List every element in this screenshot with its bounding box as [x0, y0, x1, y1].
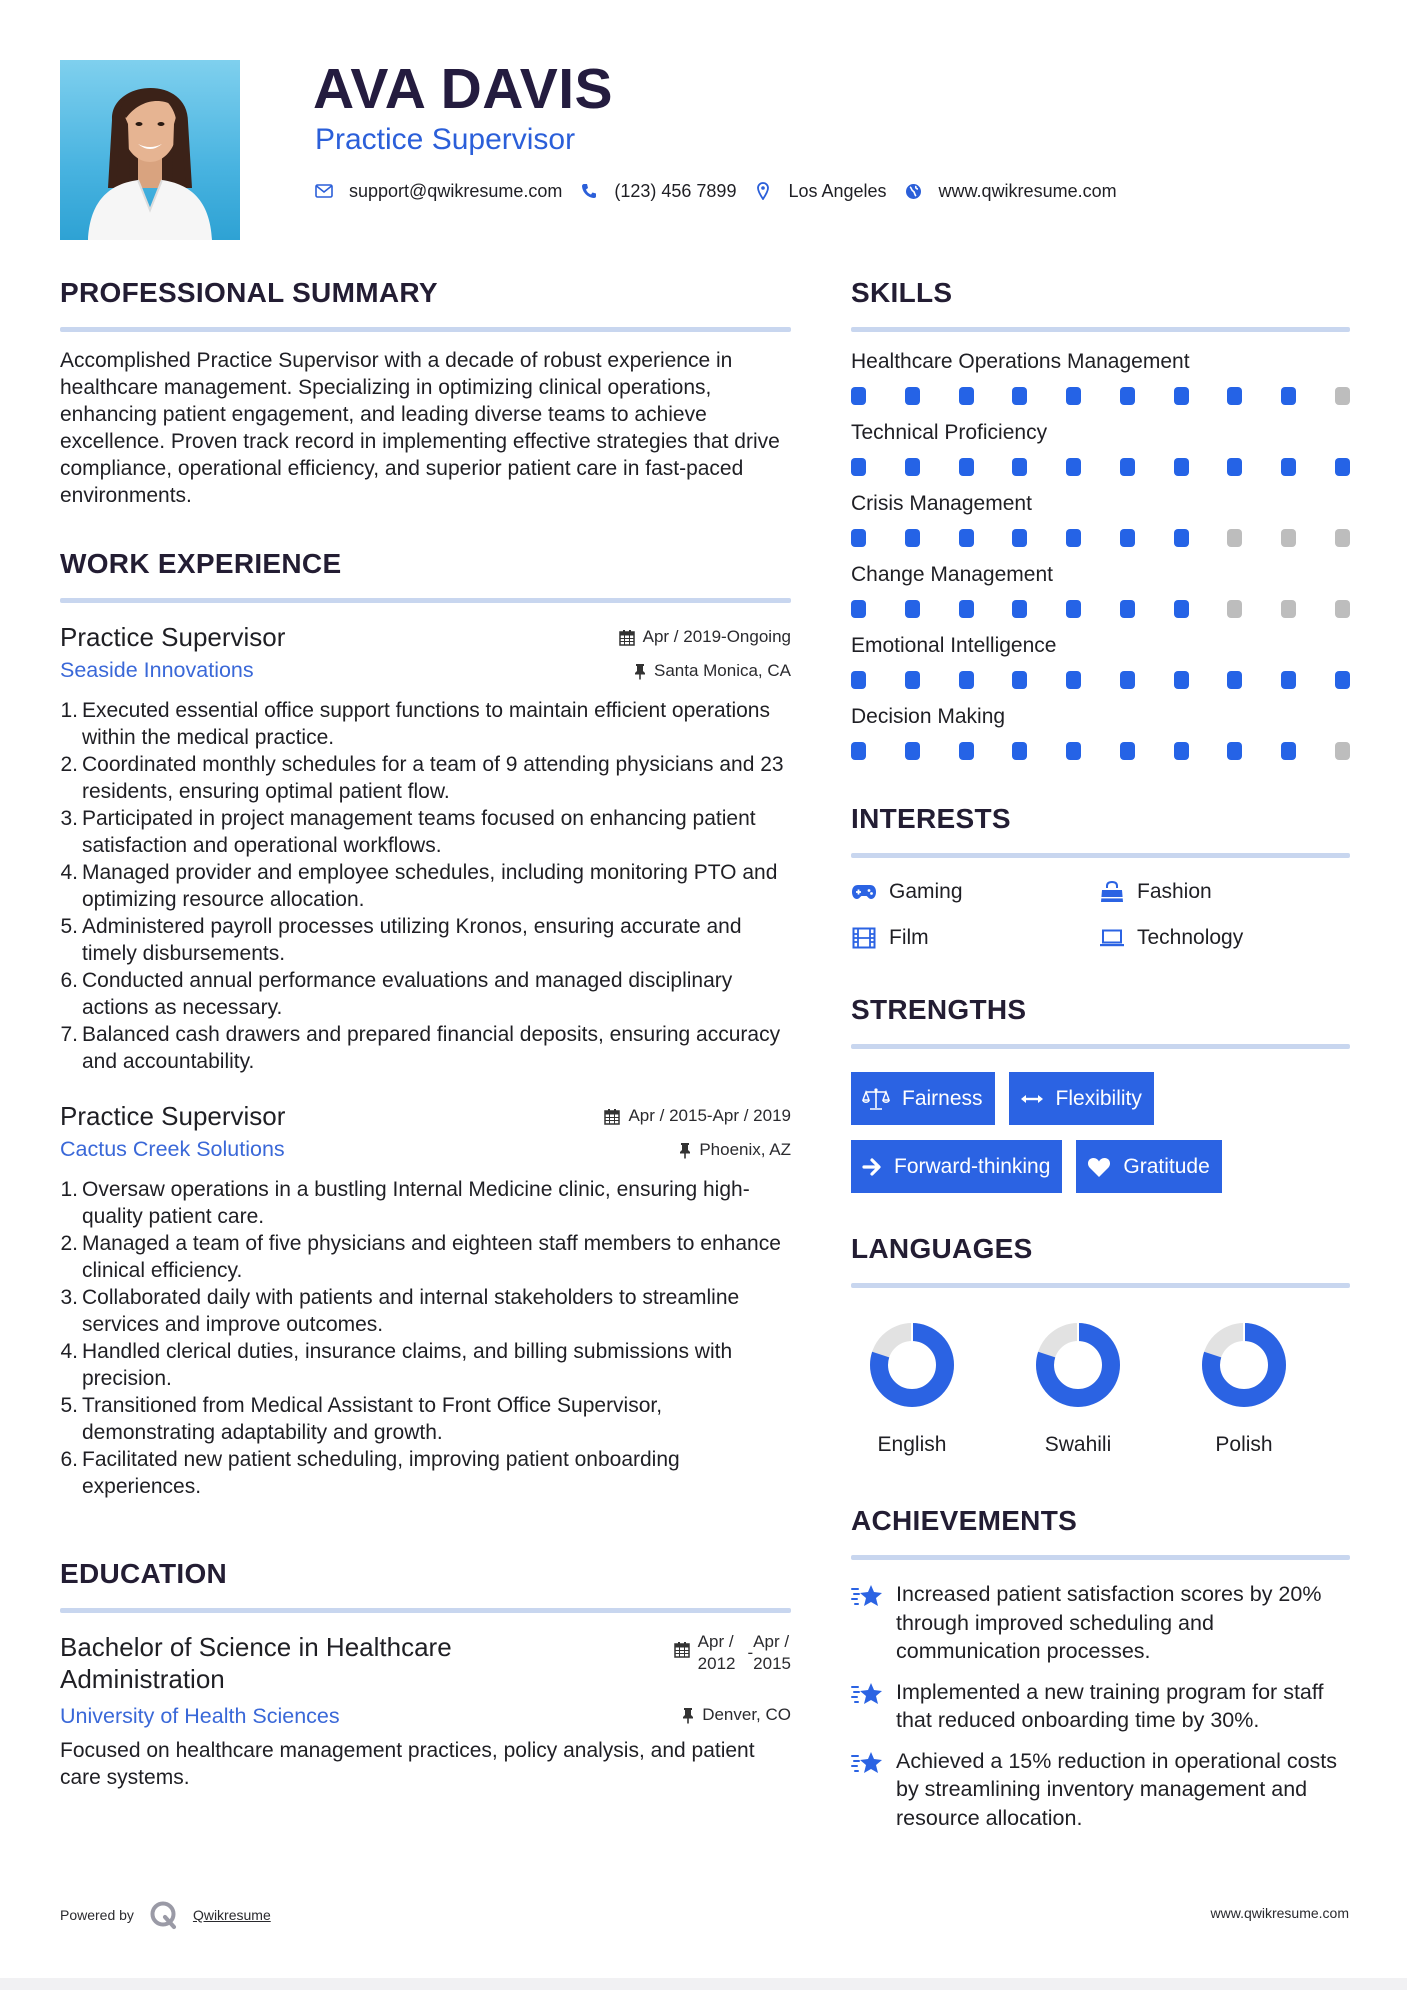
language-donut-chart — [869, 1322, 955, 1408]
job-bullet: 5. Administered payroll processes utilizing Kronos, ensuring accurate and timely disbursements. — [60, 915, 742, 965]
rating-dot-filled — [1066, 458, 1081, 476]
section-divider — [851, 1555, 1350, 1560]
skill-name: Technical Proficiency — [851, 421, 1048, 444]
skill-name: Crisis Management — [851, 492, 1032, 515]
skill-rating — [851, 387, 1350, 405]
language-donut-chart — [1201, 1322, 1287, 1408]
shooting-star-icon — [851, 1580, 884, 1666]
skills-section — [851, 275, 1350, 760]
rating-dot-filled — [905, 742, 920, 760]
rating-dot-filled — [1227, 458, 1242, 476]
gamepad-icon — [851, 881, 877, 903]
job-dates: Apr / 2015-Apr / 2019 — [604, 1105, 791, 1127]
rating-dot-filled — [1174, 742, 1189, 760]
contact-phone[interactable]: (123) 456 7899 — [580, 181, 754, 202]
interests-section — [851, 801, 1350, 953]
job-bullet: 4. Managed provider and employee schedules, including monitoring PTO and optimizing resource allocation. — [60, 861, 778, 911]
rating-dot-filled — [959, 671, 974, 689]
education-dates: Apr / 2012 - Apr / 2015 — [674, 1631, 791, 1675]
section-heading: EDUCATION — [60, 1558, 228, 1589]
section-divider — [851, 1044, 1350, 1049]
language-item — [995, 1322, 1161, 1459]
skill-name: Emotional Intelligence — [851, 634, 1057, 657]
job-entry — [60, 1100, 791, 1500]
rating-dot-empty — [1281, 600, 1296, 618]
interest-item: Technology — [1099, 923, 1349, 953]
laptop-icon — [1099, 927, 1125, 949]
rating-dot-filled — [1012, 600, 1027, 618]
rating-dot-empty — [1227, 529, 1242, 547]
rating-dot-filled — [1066, 671, 1081, 689]
rating-dot-filled — [905, 529, 920, 547]
skill-rating — [851, 742, 1350, 760]
shooting-star-icon — [851, 1678, 884, 1735]
strengths-section — [851, 992, 1350, 1193]
job-location: Phoenix, AZ — [604, 1139, 791, 1161]
job-role: Practice Supervisor — [60, 622, 286, 652]
rating-dot-filled — [1120, 600, 1135, 618]
skill-rating — [851, 458, 1350, 476]
rating-dot-filled — [851, 458, 866, 476]
rating-dot-empty — [1335, 387, 1350, 405]
job-bullet: 6. Conducted annual performance evaluations and managed disciplinary actions as necessary. — [60, 969, 733, 1019]
skill-item — [851, 490, 1350, 547]
job-role: Practice Supervisor — [60, 1101, 286, 1131]
right-column — [851, 275, 1350, 1832]
rating-dot-filled — [1174, 458, 1189, 476]
interest-item: Fashion — [1099, 877, 1349, 907]
job-bullets — [60, 1176, 791, 1500]
rating-dot-empty — [1335, 742, 1350, 760]
skill-item — [851, 561, 1350, 618]
section-divider — [851, 1283, 1350, 1288]
languages-list — [851, 1322, 1350, 1459]
education-description: Focused on healthcare management practices, policy analysis, and patient care systems. — [60, 1739, 755, 1789]
job-bullet: 2. Coordinated monthly schedules for a team of 9 attending physicians and 23 residents, ensuring optimal patient flow. — [60, 753, 784, 803]
contact-location: Los Angeles — [754, 181, 904, 202]
qwikresume-logo-icon — [149, 1900, 179, 1930]
skill-rating — [851, 600, 1350, 618]
rating-dot-filled — [905, 600, 920, 618]
rating-dot-filled — [1012, 458, 1027, 476]
rating-dot-filled — [851, 671, 866, 689]
job-bullet: 1. Executed essential office support functions to maintain efficient operations within the medical practice. — [60, 699, 770, 749]
language-item — [1161, 1322, 1327, 1459]
job-bullet: 4. Handled clerical duties, insurance claims, and billing submissions with precision. — [60, 1340, 733, 1390]
skill-name: Decision Making — [851, 705, 1006, 728]
rating-dot-filled — [1174, 387, 1189, 405]
degree-name: Bachelor of Science in Healthcare Administration — [60, 1632, 452, 1694]
rating-dot-filled — [1120, 387, 1135, 405]
rating-dot-filled — [1120, 671, 1135, 689]
skill-name: Change Management — [851, 563, 1053, 586]
rating-dot-filled — [851, 600, 866, 618]
job-company: Cactus Creek Solutions — [60, 1137, 285, 1161]
rating-dot-filled — [1227, 742, 1242, 760]
section-heading: INTERESTS — [851, 803, 1011, 834]
skill-rating — [851, 529, 1350, 547]
contact-website[interactable]: www.qwikresume.com — [905, 181, 1135, 202]
candidate-name: AVA DAVIS — [313, 57, 614, 121]
rating-dot-filled — [959, 458, 974, 476]
section-divider — [60, 598, 791, 603]
arrows-horizontal-icon — [1020, 1093, 1044, 1105]
left-column — [60, 275, 791, 1791]
contact-info — [315, 179, 1135, 203]
pushpin-icon — [634, 663, 646, 680]
shooting-star-icon — [851, 1747, 884, 1833]
footer-website[interactable]: www.qwikresume.com — [1210, 1905, 1349, 1921]
education-section — [60, 1556, 791, 1791]
section-divider — [851, 327, 1350, 332]
strength-chip: Flexibility — [1009, 1072, 1154, 1125]
rating-dot-filled — [1066, 529, 1081, 547]
section-heading: ACHIEVEMENTS — [851, 1505, 1078, 1536]
qwikresume-link[interactable]: Qwikresume — [192, 1907, 271, 1923]
rating-dot-filled — [1012, 387, 1027, 405]
skills-list — [851, 348, 1350, 760]
strength-chip: Fairness — [851, 1072, 995, 1125]
interest-item: Film — [851, 923, 1099, 953]
calendar-icon — [674, 1631, 690, 1658]
job-bullets — [60, 697, 791, 1075]
job-bullet: 5. Transitioned from Medical Assistant to Front Office Supervisor, demonstrating adaptability and growth. — [60, 1394, 663, 1444]
job-dates: Apr / 2019-Ongoing — [619, 626, 791, 648]
language-item — [829, 1322, 995, 1459]
pushpin-icon — [679, 1142, 691, 1159]
section-divider — [60, 1608, 791, 1613]
rating-dot-filled — [905, 671, 920, 689]
section-divider — [851, 853, 1350, 858]
rating-dot-filled — [1120, 742, 1135, 760]
footer-powered-by: Powered by Qwikresume — [60, 1900, 271, 1930]
rating-dot-filled — [1066, 387, 1081, 405]
job-bullet: 2. Managed a team of five physicians and eighteen staff members to enhance clinical efficiency. — [60, 1232, 781, 1282]
rating-dot-filled — [1012, 529, 1027, 547]
globe-icon — [905, 182, 923, 200]
rating-dot-filled — [851, 529, 866, 547]
phone-icon — [580, 182, 598, 200]
rating-dot-empty — [1227, 600, 1242, 618]
rating-dot-empty — [1335, 529, 1350, 547]
rating-dot-filled — [1281, 458, 1296, 476]
job-bullet: 3. Collaborated daily with patients and internal stakeholders to streamline services and improve outcomes. — [60, 1286, 740, 1336]
section-heading: SKILLS — [851, 277, 953, 308]
language-name: English — [877, 1433, 947, 1456]
achievements-section — [851, 1503, 1350, 1832]
school-name: University of Health Sciences — [60, 1704, 340, 1728]
rating-dot-empty — [1281, 529, 1296, 547]
achievements-list — [851, 1580, 1350, 1832]
page-bottom-edge — [0, 1978, 1407, 1990]
rating-dot-filled — [1120, 529, 1135, 547]
skill-item — [851, 348, 1350, 405]
rating-dot-filled — [959, 387, 974, 405]
rating-dot-filled — [1335, 671, 1350, 689]
rating-dot-filled — [1012, 742, 1027, 760]
summary-section — [60, 275, 791, 509]
rating-dot-filled — [1227, 387, 1242, 405]
section-heading: PROFESSIONAL SUMMARY — [60, 277, 438, 308]
experience-section — [60, 546, 791, 1500]
arrow-right-icon — [862, 1157, 882, 1177]
rating-dot-filled — [1281, 742, 1296, 760]
section-divider — [60, 327, 791, 332]
rating-dot-filled — [905, 387, 920, 405]
languages-section — [851, 1231, 1350, 1459]
map-pin-icon — [754, 182, 772, 200]
language-donut-chart — [1035, 1322, 1121, 1408]
calendar-icon — [619, 629, 635, 646]
strength-chip: Gratitude — [1076, 1140, 1221, 1193]
achievement-item: Achieved a 15% reduction in operational costs by streamlining inventory management and resource allocation. — [851, 1747, 1350, 1833]
section-heading: STRENGTHS — [851, 994, 1027, 1025]
pushpin-icon — [682, 1707, 694, 1724]
rating-dot-filled — [1281, 387, 1296, 405]
section-heading: WORK EXPERIENCE — [60, 548, 342, 579]
skill-rating — [851, 671, 1350, 689]
skill-item — [851, 632, 1350, 689]
rating-dot-filled — [959, 600, 974, 618]
job-bullet: 1. Oversaw operations in a bustling Internal Medicine clinic, ensuring high-quality patient care. — [60, 1178, 750, 1228]
film-icon — [851, 927, 877, 949]
rating-dot-filled — [905, 458, 920, 476]
profile-photo — [60, 60, 240, 240]
rating-dot-filled — [1335, 458, 1350, 476]
job-company: Seaside Innovations — [60, 658, 254, 682]
rating-dot-filled — [851, 387, 866, 405]
rating-dot-filled — [1012, 671, 1027, 689]
job-bullet: 6. Facilitated new patient scheduling, improving patient onboarding experiences. — [60, 1448, 680, 1498]
skill-item — [851, 703, 1350, 760]
rating-dot-filled — [1066, 600, 1081, 618]
balance-scale-icon — [862, 1087, 890, 1111]
summary-text: Accomplished Practice Supervisor with a decade of robust experience in healthcare management. Specializing in optimizing clinical operations, enhancing patient engagement, and leading diverse teams to achieve excellence. Proven track record in implementing effective strategies that drive compliance, operational efficiency, and superior patient care in fast-paced environments. — [60, 349, 780, 507]
education-location: Denver, CO — [682, 1704, 791, 1726]
language-name: Swahili — [1044, 1433, 1112, 1456]
rating-dot-filled — [959, 742, 974, 760]
job-bullet: 7. Balanced cash drawers and prepared financial deposits, ensuring accuracy and accountability. — [60, 1023, 781, 1073]
contact-email[interactable]: support@qwikresume.com — [315, 181, 580, 202]
rating-dot-filled — [1066, 742, 1081, 760]
rating-dot-filled — [1174, 529, 1189, 547]
rating-dot-filled — [851, 742, 866, 760]
strength-chip: Forward-thinking — [851, 1140, 1062, 1193]
envelope-icon — [315, 182, 333, 200]
shopping-bag-icon — [1099, 881, 1125, 903]
rating-dot-filled — [1174, 600, 1189, 618]
job-bullet: 3. Participated in project management teams focused on enhancing patient satisfaction and operational workflows. — [60, 807, 756, 857]
skill-name: Healthcare Operations Management — [851, 350, 1190, 373]
calendar-icon — [604, 1108, 620, 1125]
rating-dot-filled — [1120, 458, 1135, 476]
interest-item: Gaming — [851, 877, 1099, 907]
job-location: Santa Monica, CA — [619, 660, 791, 682]
rating-dot-filled — [1281, 671, 1296, 689]
skill-item — [851, 419, 1350, 476]
achievement-item: Increased patient satisfaction scores by 20% through improved scheduling and communication processes. — [851, 1580, 1350, 1666]
heart-icon — [1087, 1156, 1111, 1178]
job-entry — [60, 621, 791, 1075]
rating-dot-filled — [1174, 671, 1189, 689]
rating-dot-filled — [959, 529, 974, 547]
language-name: Polish — [1215, 1433, 1273, 1456]
rating-dot-filled — [1227, 671, 1242, 689]
candidate-title: Practice Supervisor — [315, 123, 576, 156]
achievement-item: Implemented a new training program for staff that reduced onboarding time by 30%. — [851, 1678, 1350, 1735]
section-heading: LANGUAGES — [851, 1233, 1033, 1264]
rating-dot-empty — [1335, 600, 1350, 618]
